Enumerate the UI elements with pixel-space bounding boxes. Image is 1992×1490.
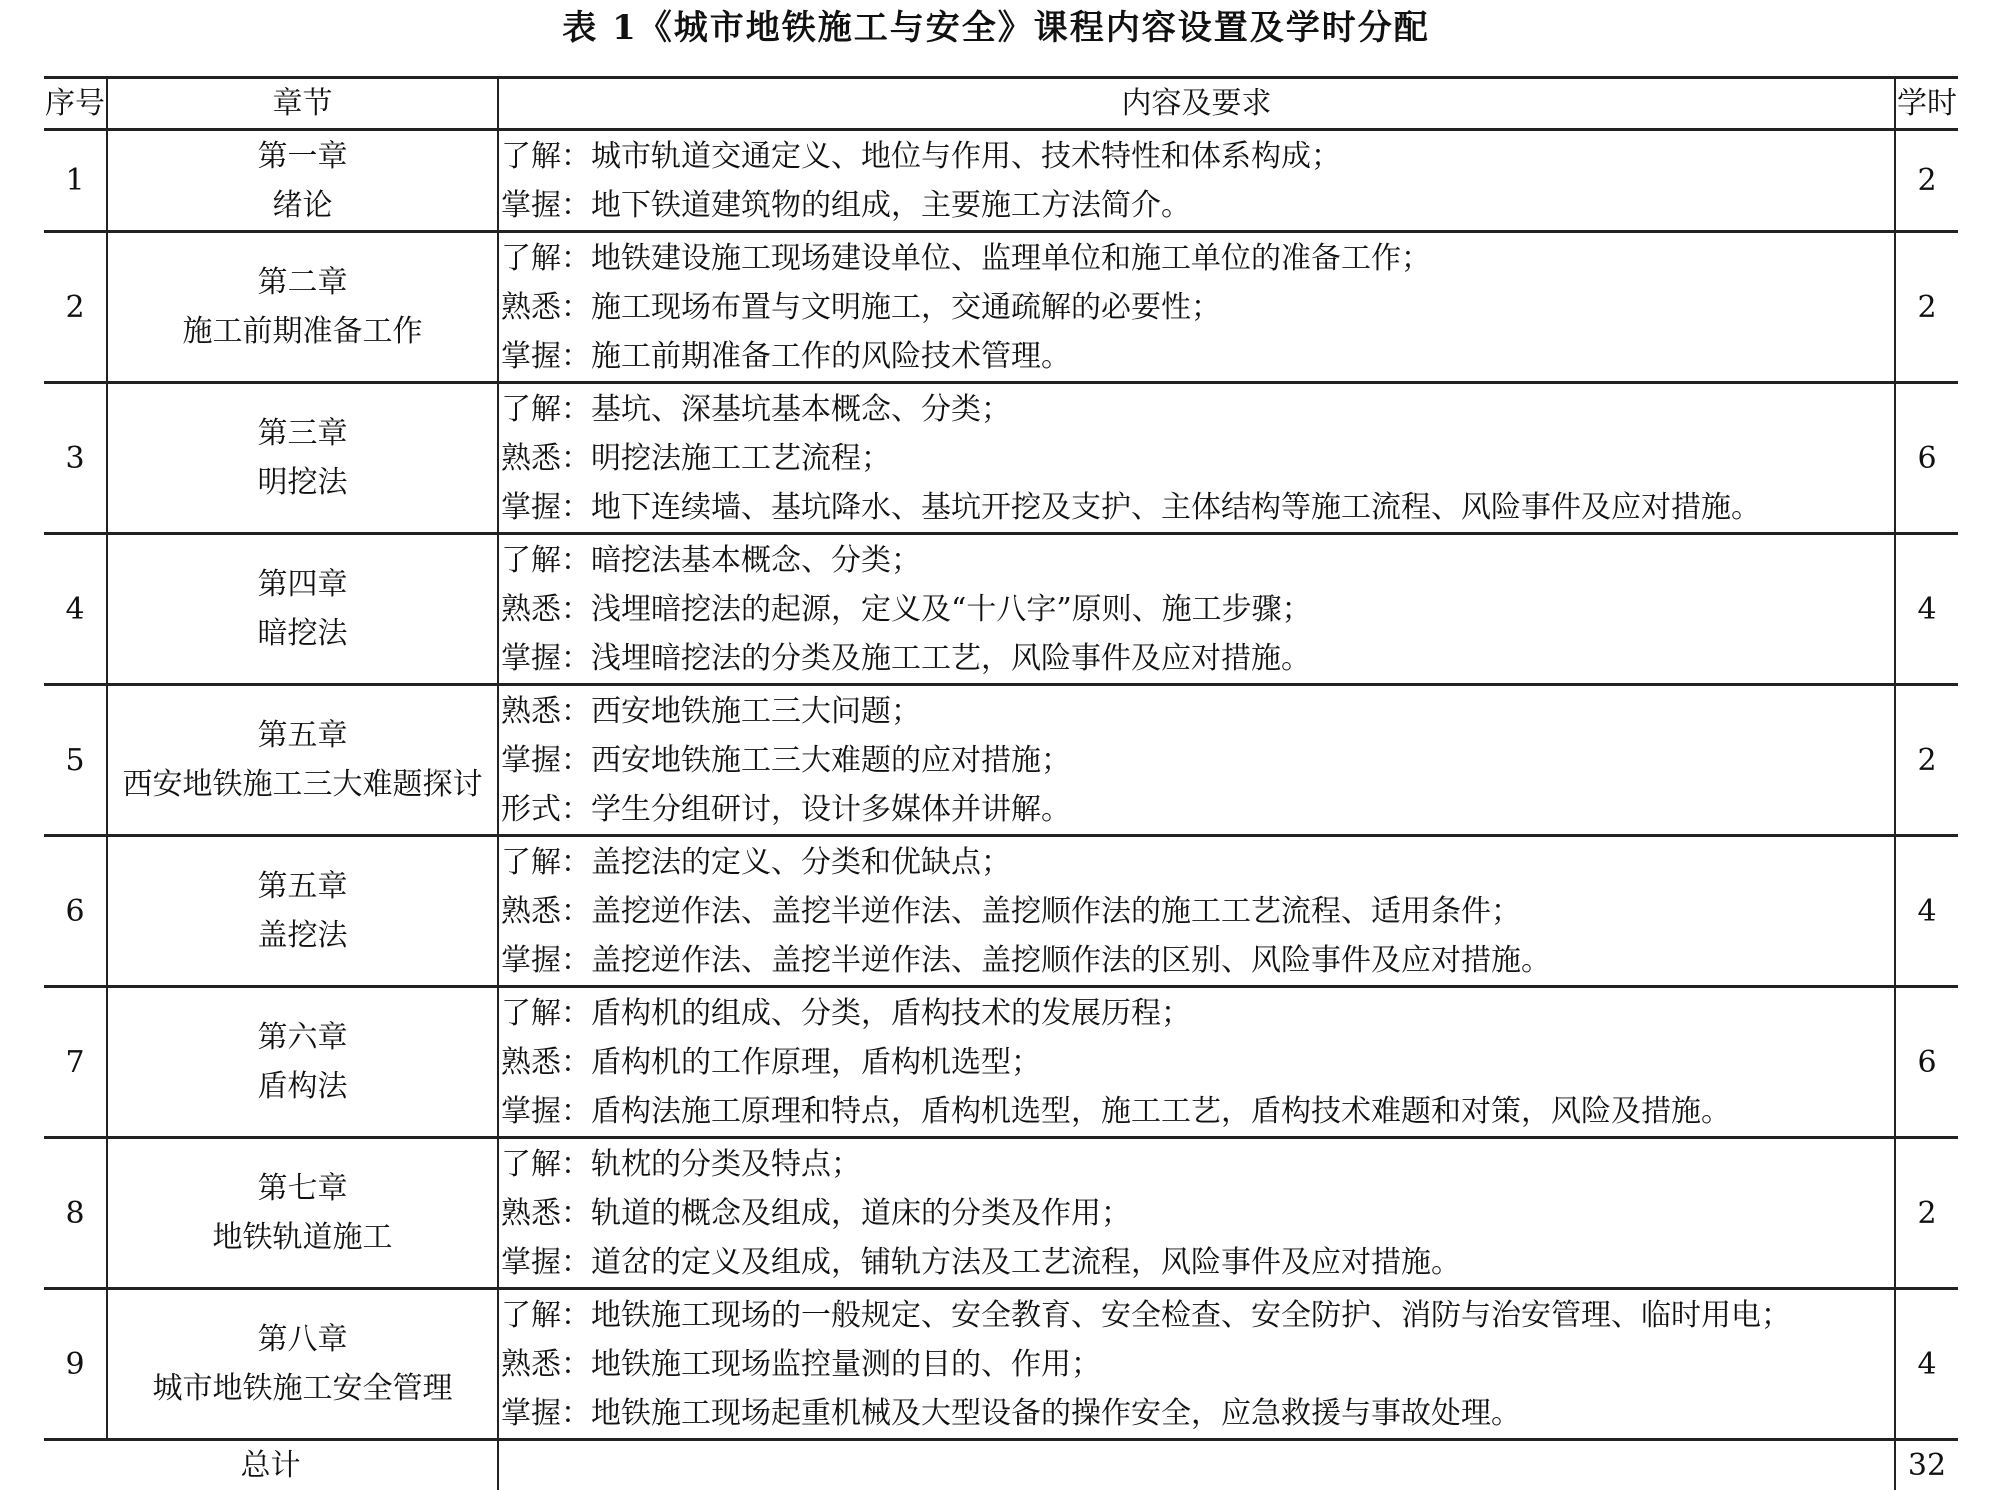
chapter-number: 第五章 [108,711,497,760]
content-line: 掌握：浅埋暗挖法的分类及施工工艺，风险事件及应对措施。 [499,634,1894,683]
table-row [44,836,1958,987]
content-line: 熟悉：西安地铁施工三大问题； [499,687,1894,736]
content-line: 了解：暗挖法基本概念、分类； [499,536,1894,585]
content-line: 了解：地铁建设施工现场建设单位、监理单位和施工单位的准备工作； [499,234,1894,283]
chapter-cell [107,1289,498,1440]
chapter-number: 第六章 [108,1013,497,1062]
content-cell [498,685,1895,836]
chapter-number: 第三章 [108,409,497,458]
header-content: 内容及要求 [498,78,1895,130]
content-line: 掌握：西安地铁施工三大难题的应对措施； [499,736,1894,785]
chapter-cell [107,130,498,232]
chapter-cell [107,232,498,383]
content-line: 掌握：地下铁道建筑物的组成，主要施工方法简介。 [499,181,1894,230]
content-cell [498,383,1895,534]
content-line: 掌握：盾构法施工原理和特点，盾构机选型，施工工艺，盾构技术难题和对策，风险及措施。 [499,1087,1894,1136]
row-number: 6 [44,836,107,987]
table-row [44,232,1958,383]
table-row [44,1138,1958,1289]
hours-cell: 2 [1895,130,1958,232]
chapter-cell [107,534,498,685]
table-row [44,383,1958,534]
content-line: 熟悉：施工现场布置与文明施工，交通疏解的必要性； [499,283,1894,332]
header-chapter: 章节 [107,78,498,130]
content-line: 了解：盖挖法的定义、分类和优缺点； [499,838,1894,887]
content-cell [498,232,1895,383]
content-cell [498,987,1895,1138]
chapter-title: 明挖法 [108,458,497,507]
hours-cell: 4 [1895,836,1958,987]
header-no: 序号 [44,78,107,130]
course-table [44,76,1958,1490]
content-line: 了解：地铁施工现场的一般规定、安全教育、安全检查、安全防护、消防与治安管理、临时用电； [499,1291,1894,1340]
chapter-number: 第七章 [108,1164,497,1213]
content-line: 掌握：施工前期准备工作的风险技术管理。 [499,332,1894,381]
chapter-title: 施工前期准备工作 [108,307,497,356]
table-row [44,534,1958,685]
hours-cell: 2 [1895,1138,1958,1289]
chapter-title: 暗挖法 [108,609,497,658]
row-number: 3 [44,383,107,534]
content-line: 熟悉：轨道的概念及组成，道床的分类及作用； [499,1189,1894,1238]
content-line: 掌握：地铁施工现场起重机械及大型设备的操作安全，应急救援与事故处理。 [499,1389,1894,1438]
content-line: 了解：基坑、深基坑基本概念、分类； [499,385,1894,434]
content-line: 熟悉：明挖法施工工艺流程； [499,434,1894,483]
content-line: 掌握：道岔的定义及组成，铺轨方法及工艺流程，风险事件及应对措施。 [499,1238,1894,1287]
content-line: 掌握：盖挖逆作法、盖挖半逆作法、盖挖顺作法的区别、风险事件及应对措施。 [499,936,1894,985]
content-cell [498,836,1895,987]
row-number: 5 [44,685,107,836]
chapter-title: 盖挖法 [108,911,497,960]
chapter-cell [107,987,498,1138]
row-number: 8 [44,1138,107,1289]
table-row [44,987,1958,1138]
content-line: 熟悉：盾构机的工作原理，盾构机选型； [499,1038,1894,1087]
total-hours: 32 [1895,1440,1958,1490]
row-number: 7 [44,987,107,1138]
table-caption: 表 1《城市地铁施工与安全》课程内容设置及学时分配 [0,4,1992,52]
content-line: 熟悉：地铁施工现场监控量测的目的、作用； [499,1340,1894,1389]
content-line: 了解：城市轨道交通定义、地位与作用、技术特性和体系构成； [499,132,1894,181]
chapter-number: 第一章 [108,132,497,181]
content-cell [498,1289,1895,1440]
chapter-title: 绪论 [108,181,497,230]
table-header-row [44,78,1958,130]
chapter-cell [107,1138,498,1289]
chapter-title: 地铁轨道施工 [108,1213,497,1262]
content-line: 掌握：地下连续墙、基坑降水、基坑开挖及支护、主体结构等施工流程、风险事件及应对措施。 [499,483,1894,532]
row-number: 9 [44,1289,107,1440]
total-content [498,1440,1895,1490]
row-number: 2 [44,232,107,383]
chapter-cell [107,836,498,987]
content-line: 形式：学生分组研讨，设计多媒体并讲解。 [499,785,1894,834]
content-line: 熟悉：浅埋暗挖法的起源，定义及“十八字”原则、施工步骤； [499,585,1894,634]
content-line: 了解：轨枕的分类及特点； [499,1140,1894,1189]
chapter-title: 西安地铁施工三大难题探讨 [108,760,497,809]
chapter-number: 第五章 [108,862,497,911]
chapter-cell [107,383,498,534]
hours-cell: 4 [1895,534,1958,685]
hours-cell: 4 [1895,1289,1958,1440]
total-label: 总计 [44,1440,498,1490]
hours-cell: 2 [1895,685,1958,836]
total-row [44,1440,1958,1490]
table-row [44,685,1958,836]
chapter-title: 城市地铁施工安全管理 [108,1364,497,1413]
table-row [44,1289,1958,1440]
content-line: 熟悉：盖挖逆作法、盖挖半逆作法、盖挖顺作法的施工工艺流程、适用条件； [499,887,1894,936]
row-number: 4 [44,534,107,685]
table-row [44,130,1958,232]
chapter-number: 第四章 [108,560,497,609]
hours-cell: 6 [1895,383,1958,534]
header-hours: 学时 [1895,78,1958,130]
hours-cell: 6 [1895,987,1958,1138]
chapter-title: 盾构法 [108,1062,497,1111]
content-cell [498,534,1895,685]
row-number: 1 [44,130,107,232]
chapter-cell [107,685,498,836]
chapter-number: 第二章 [108,258,497,307]
hours-cell: 2 [1895,232,1958,383]
content-line: 了解：盾构机的组成、分类，盾构技术的发展历程； [499,989,1894,1038]
content-cell [498,1138,1895,1289]
chapter-number: 第八章 [108,1315,497,1364]
content-cell [498,130,1895,232]
